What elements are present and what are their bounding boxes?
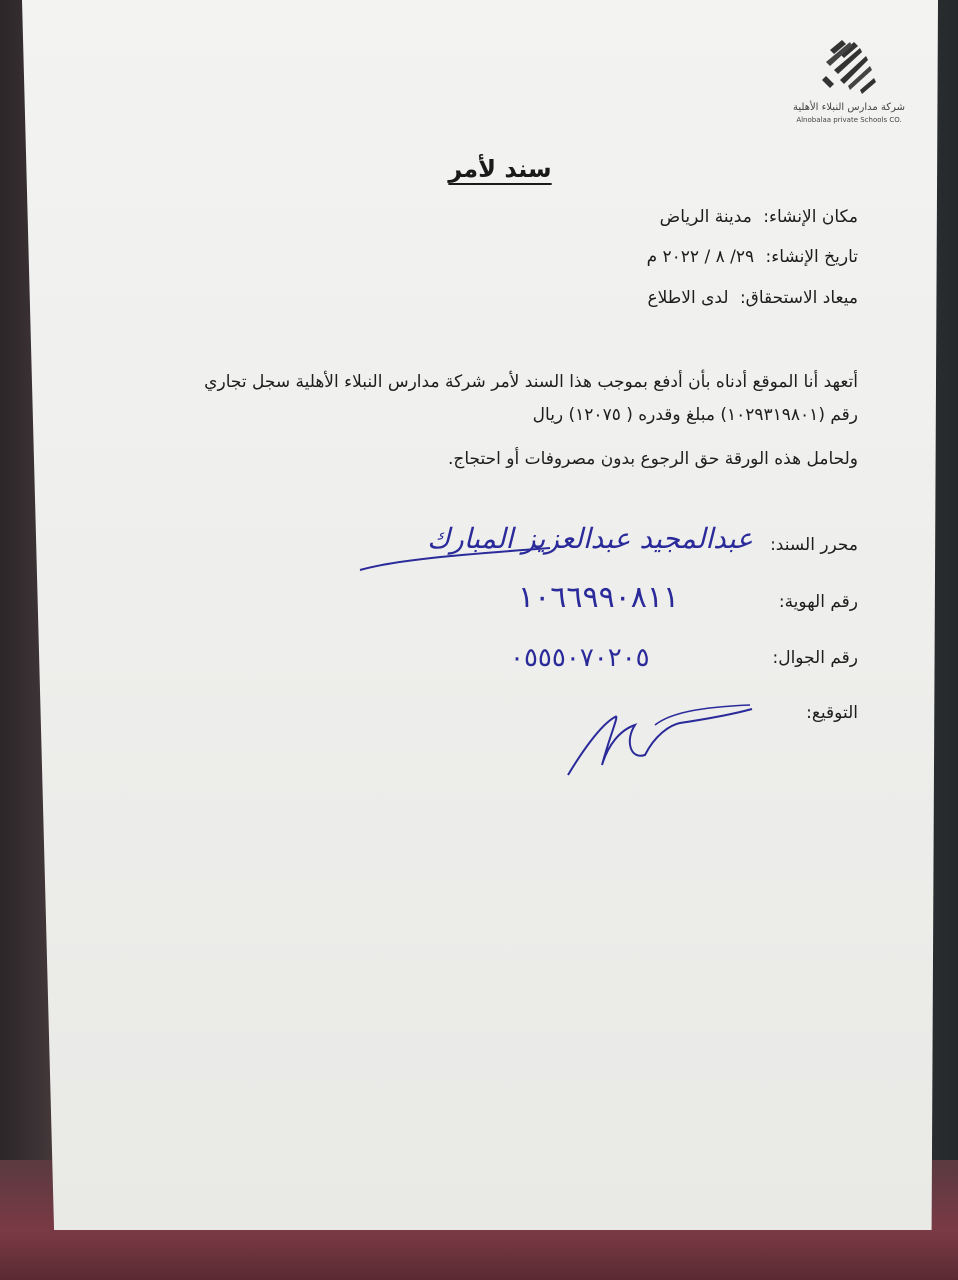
due-value: لدى الاطلاع [647,288,729,308]
pledge-line-2: رقم (١٠٢٩٣١٩٨٠١) مبلغ وقدره ( ١٢٠٧٥) ريال [532,405,858,425]
id-handwritten-value: ١٠٦٦٩٩٠٨١١ [518,580,680,615]
date-value: ٢٩/ ٨ / ٢٠٢٢ م [646,247,755,267]
document-paper [22,0,938,1230]
mobile-label: رقم الجوال: [772,648,858,668]
id-label: رقم الهوية: [778,592,858,612]
due-line [647,288,858,308]
mobile-handwritten-value: ٠٥٥٥٠٧٠٢٠٥ [510,643,650,673]
date-label: تاريخ الإنشاء: [765,247,858,267]
issuer-handwritten-name: عبدالمجيد عبدالعزيز المبارك [427,522,753,555]
date-line [647,247,858,267]
pledge-line-1: أتعهد أنا الموقع أدناه بأن أدفع بموجب هذا السند لأمر شركة مدارس النبلاء الأهلية سجل تجاري [204,372,858,392]
signature-label: التوقيع: [806,703,858,723]
company-logo [790,40,910,140]
logo-english-name: Alnobalaa private Schools CO. [796,116,902,124]
issuer-label: محرر السند: [770,535,858,555]
issuer-underline-stroke [355,540,555,580]
place-value: مدينة الرياض [659,207,752,227]
logo-arabic-name: شركة مدارس النبلاء الأهلية [793,102,905,113]
pledge-line-3: ولحامل هذه الورقة حق الرجوع بدون مصروفات أو احتجاج. [447,449,858,469]
signature-mark [560,695,760,785]
due-label: ميعاد الاستحقاق: [739,288,858,308]
document-title: سند لأمر [448,155,552,183]
logo-mark-icon [820,40,876,100]
place-line [660,207,858,227]
place-label: مكان الإنشاء: [763,207,858,227]
